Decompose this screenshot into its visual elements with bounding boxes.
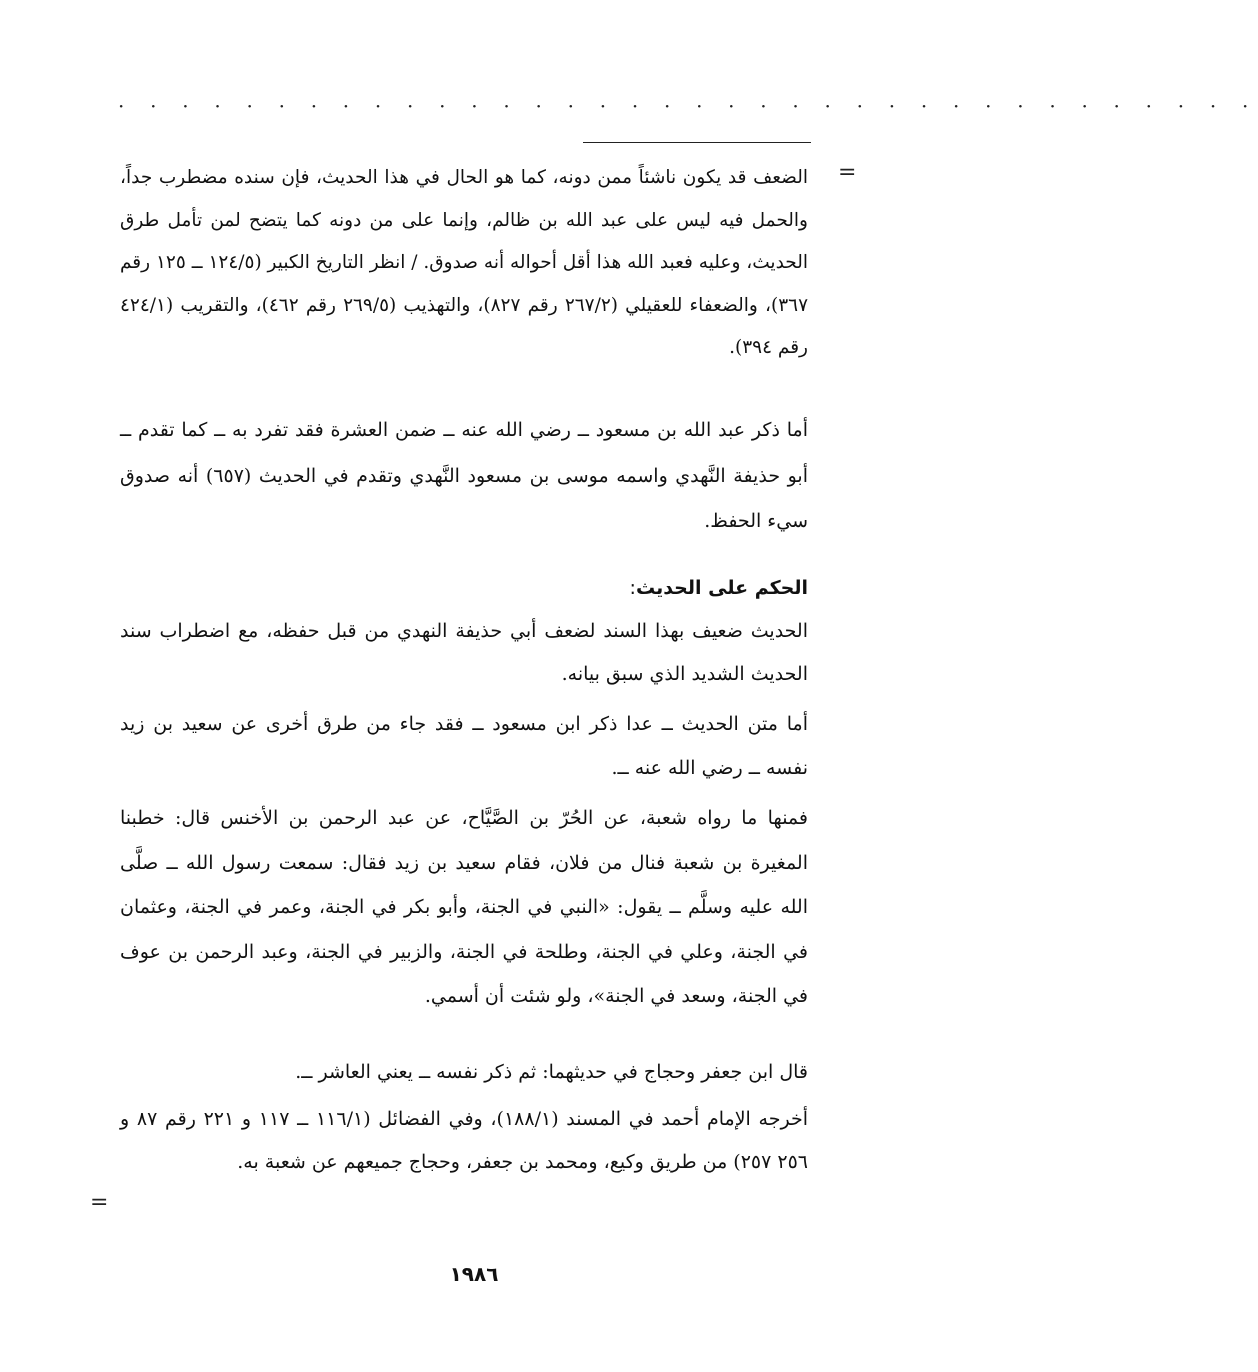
paragraph-takhrij: أخرجه الإمام أحمد في المسند (١٨٨/١)، وفي الفضائل (١١٦/١ ــ ١١٧ و ٢٢١ رقم ٨٧ و ٢٥٦ ٢٥٧) من طريق وكيع، ومحمد بن جعفر، وحجاج جميعهم عن شعبة به. xyxy=(120,1108,808,1173)
paragraph-ruling: الحديث ضعيف بهذا السند لضعف أبي حذيفة النهدي من قبل حفظه، مع اضطراب سند الحديث الشديد الذي سبق بيانه. xyxy=(120,620,808,685)
footnote-dotted-divider: · · · · · · · · · · · · · · · · · · · · · · · · · · · · · · · · · · · · xyxy=(118,94,1258,118)
footnote-continuation-mark-bottom: = xyxy=(90,1190,109,1215)
heading-text: الحكم على الحديث xyxy=(635,577,808,599)
footnote-continuation-mark-top: = xyxy=(838,160,857,185)
paragraph-shuba-narration: فمنها ما رواه شعبة، عن الحُرّ بن الصَّيَّاح، عن عبد الرحمن بن الأخنس قال: خطبنا المغيرة بن شعبة فنال من فلان، فقام سعيد بن زيد فقال: سمعت رسول الله ــ صلَّى الله عليه وسلَّم ــ يقول: «النبي في الجنة، وأبو بكر في الجنة، وعمر في الجنة، وعثمان في الجنة، وعلي في الجنة، وطلحة في الجنة، والزبير في الجنة، وعبد الرحمن بن عوف في الجنة، وسعد في الجنة»، ولو شئت أن أسمي. xyxy=(120,807,808,1007)
paragraph-ibn-jafar: قال ابن جعفر وحجاج في حديثهما: ثم ذكر نفسه ــ يعني العاشر ــ. xyxy=(295,1061,808,1083)
page-number: ١٩٨٦ xyxy=(449,1262,499,1286)
footnote-text: الضعف قد يكون ناشئاً ممن دونه، كما هو الحال في هذا الحديث، فإن سنده مضطرب جداً، والحمل فيه ليس على عبد الله بن ظالم، وإنما على من دونه كما يتضح لمن تأمل طرق الحديث، وعليه فعبد الله هذا أقل أحواله أنه صدوق. / انظر التاريخ الكبير (١٢٤/٥ ــ ١٢٥ رقم ٣٦٧)، والضعفاء للعقيلي (٢٦٧/٢ رقم ٨٢٧)، والتهذيب (٢٦٩/٥ رقم ٤٦٢)، والتقريب (٤٢٤/١ رقم ٣٩٤). xyxy=(120,167,809,358)
section-heading xyxy=(120,568,808,608)
paragraph-matn: أما متن الحديث ــ عدا ذكر ابن مسعود ــ فقد جاء من طرق أخرى عن سعيد بن زيد نفسه ــ رضي الله عنه ــ. xyxy=(120,713,808,779)
heading-colon: : xyxy=(629,577,636,599)
paragraph-ibn-masud: أما ذكر عبد الله بن مسعود ــ رضي الله عنه ــ ضمن العشرة فقد تفرد به ــ كما تقدم ــ أبو حذيفة النَّهدي واسمه موسى بن مسعود النَّهدي وتقدم في الحديث (٦٥٧) أنه صدوق سيء الحفظ. xyxy=(120,419,808,532)
footnote-rule xyxy=(583,142,811,143)
